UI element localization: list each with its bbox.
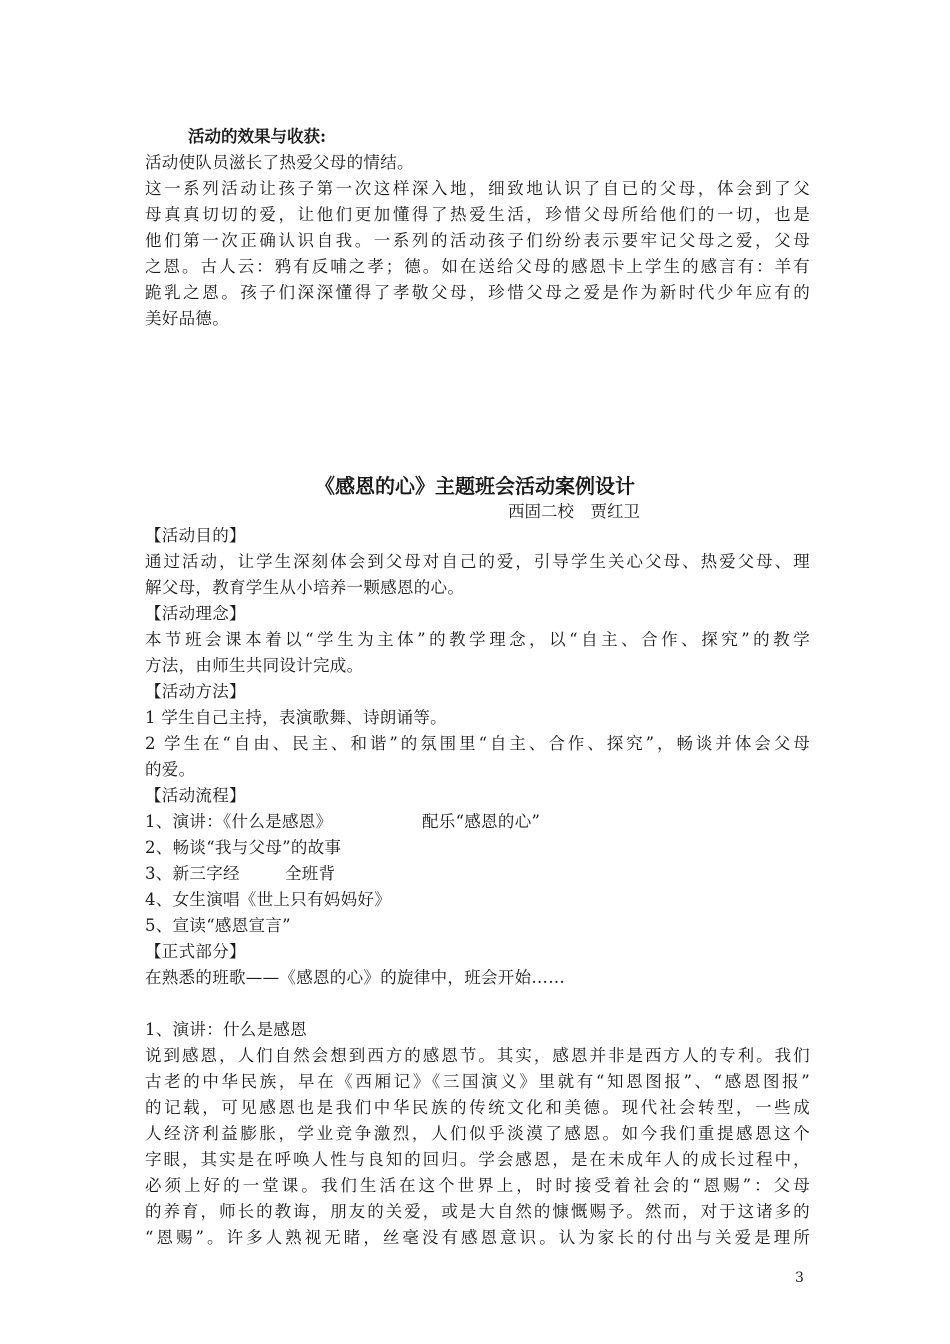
list-item: 2、畅谈“我与父母”的故事 — [145, 838, 342, 857]
paragraph-line: 人经济利益膨胀，学业竞争激烈，人们似乎淡漠了感恩。如今我们重提感恩这个 — [145, 1124, 810, 1143]
paragraph-line: 跪乳之恩。孩子们深深懂得了孝敬父母，珍惜父母之爱是作为新时代少年应有的 — [145, 283, 810, 302]
paragraph-line: 的养育，师长的教诲，朋友的关爱，或是大自然的慷慨赐予。然而，对于这诸多的 — [145, 1202, 810, 1221]
paragraph-line: “恩赐”。许多人熟视无睹，丝毫没有感恩意识。认为家长的付出与关爱是理所 — [145, 1228, 810, 1247]
list-item: 4、女生演唱《世上只有妈妈好》 — [145, 890, 391, 909]
section-heading-method: 【活动方法】 — [145, 682, 246, 701]
section-heading-purpose: 【活动目的】 — [145, 526, 246, 545]
list-item: 2 学生在“自由、民主、和谐”的氛围里“自主、合作、探究”，畅谈并体会父母 — [145, 734, 810, 753]
list-item-note: 全班背 — [285, 864, 336, 883]
subsection-heading-speech: 1、演讲：什么是感恩 — [145, 1020, 307, 1039]
list-item-text: 1、演讲：《什么是感恩》 — [145, 812, 333, 831]
paragraph-line: 的记载，可见感恩也是我们中华民族的传统文化和美德。现代社会转型，一些成 — [145, 1098, 810, 1117]
list-item: 1 学生自己主持，表演歌舞、诗朗诵等。 — [145, 708, 447, 727]
section-heading-process: 【活动流程】 — [145, 786, 246, 805]
paragraph-line: 这一系列活动让孩子第一次这样深入地，细致地认识了自已的父母，体会到了父 — [145, 179, 810, 198]
page-number: 3 — [795, 1270, 804, 1286]
effects-body — [145, 150, 810, 332]
blank-line — [145, 991, 810, 1017]
paragraph-line: 他们第一次正确认识自我。一系列的活动孩子们纷纷表示要牢记父母之爱，父母 — [145, 231, 810, 250]
list-item-note: 配乐“感恩的心” — [422, 812, 541, 831]
paragraph-line: 本节班会课本着以“学生为主体”的教学理念，以“自主、合作、探究”的教学 — [145, 630, 810, 649]
document-title: 《感恩的心》主题班会活动案例设计 — [315, 474, 635, 498]
list-item — [145, 861, 810, 887]
paragraph-line: 必须上好的一堂课。我们生活在这个世界上，时时接受着社会的“恩赐”：父母 — [145, 1176, 810, 1195]
document-body — [145, 523, 810, 1251]
list-item — [145, 809, 810, 835]
paragraph-line: 母真真切切的爱，让他们更加懂得了热爱生活，珍惜父母所给他们的一切，也是 — [145, 205, 810, 224]
list-item: 的爱。 — [145, 760, 196, 779]
paragraph-line: 方法，由师生共同设计完成。 — [145, 656, 364, 675]
paragraph-line: 字眼，其实是在呼唤人性与良知的回归。学会感恩，是在未成年人的成长过程中， — [145, 1150, 810, 1169]
list-item: 5、宣读“感恩宣言” — [145, 916, 291, 935]
paragraph-line: 古老的中华民族，早在《西厢记》《三国演义》里就有“知恩图报”、“感恩图报” — [145, 1072, 810, 1091]
paragraph-line: 通过活动，让学生深刻体会到父母对自己的爱，引导学生关心父母、热爱父母、理 — [145, 552, 810, 571]
paragraph-line: 之恩。古人云：鸦有反哺之孝；德。如在送给父母的感恩卡上学生的感言有：羊有 — [145, 257, 810, 276]
list-item-text: 3、新三字经 — [145, 864, 240, 883]
paragraph-line: 解父母，教育学生从小培养一颗感恩的心。 — [145, 578, 465, 597]
paragraph-line: 活动使队员滋长了热爱父母的情结。 — [145, 153, 414, 172]
document-author: 西固二校 贾红卫 — [508, 502, 640, 521]
paragraph-line: 在熟悉的班歌——《感恩的心》的旋律中，班会开始…… — [145, 968, 565, 987]
section-heading-formal: 【正式部分】 — [145, 942, 246, 961]
paragraph-line: 美好品德。 — [145, 309, 229, 328]
effects-heading: 活动的效果与收获: — [188, 127, 327, 146]
paragraph-line: 说到感恩，人们自然会想到西方的感恩节。其实，感恩并非是西方人的专利。我们 — [145, 1046, 810, 1065]
section-heading-concept: 【活动理念】 — [145, 604, 246, 623]
